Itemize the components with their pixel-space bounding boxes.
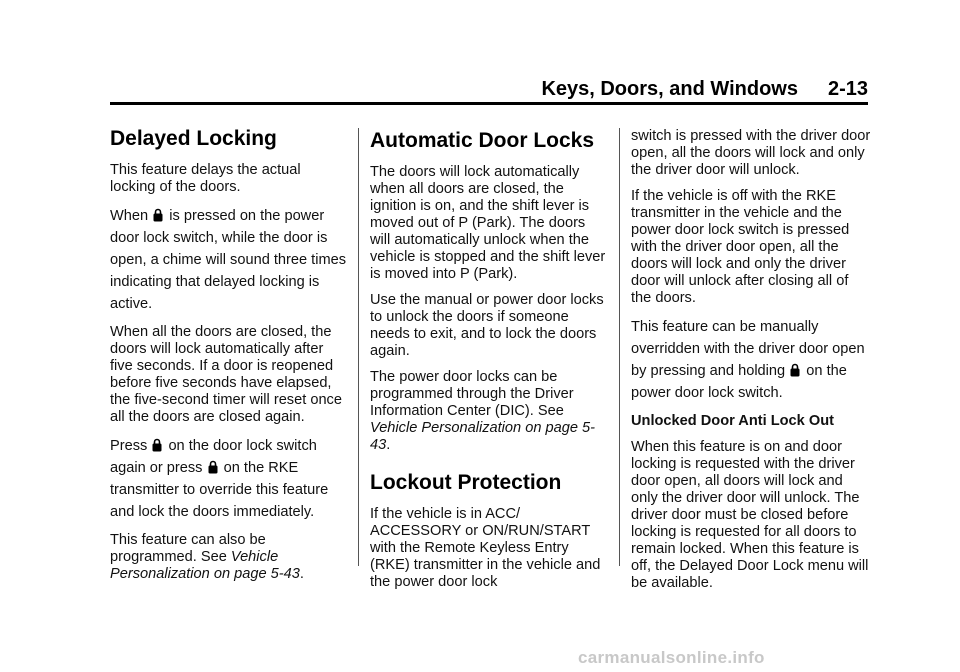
column-divider-2	[619, 128, 620, 566]
paragraph: This feature can also be programmed. See Vehicle Personalization on page 5-43.	[110, 532, 304, 582]
paragraph: The power door locks can be programmed through the Driver Information Center (DIC). See Vehicle Personalization on page 5-43.	[370, 369, 595, 453]
paragraph: This feature delays the actual locking of the doors.	[110, 162, 301, 195]
header-rule	[110, 102, 868, 105]
subheading-unlocked-door-anti-lock-out: Unlocked Door Anti Lock Out	[631, 413, 834, 429]
heading-delayed-locking: Delayed Locking	[110, 127, 277, 150]
padlock-icon	[152, 438, 162, 452]
paragraph: The doors will lock automatically when all doors are closed, the ignition is on, and the shift lever is moved out of P (Park). The doors will automatically unlock when the vehicle is stopped and the shift lever is moved into P (Park).	[370, 164, 606, 282]
page-number: 2-13	[827, 78, 868, 100]
padlock-icon	[153, 208, 163, 222]
cross-reference-link[interactable]: Vehicle Personalization on page 5-43	[110, 549, 300, 582]
column-1	[110, 126, 350, 592]
running-header	[541, 78, 868, 101]
paragraph: This feature can be manually overridden with the driver door open by pressing and holding on the power door lock switch.	[631, 319, 865, 401]
padlock-icon	[208, 460, 218, 474]
paragraph: If the vehicle is off with the RKE transmitter in the vehicle and the power door lock switch is pressed with the driver door open, all the doors will lock and only the driver door will unlock after closing all of the doors.	[631, 188, 850, 306]
column-2	[370, 128, 608, 600]
paragraph: Press on the door lock switch again or press on the RKE transmitter to override this feature and lock the doors immediately.	[110, 438, 329, 520]
paragraph: When is pressed on the power door lock switch, while the door is open, a chime will sound three times indicating that delayed locking is active.	[110, 208, 347, 312]
padlock-icon	[790, 363, 800, 377]
column-3	[631, 128, 871, 601]
paragraph: Use the manual or power door locks to unlock the doors if someone needs to exit, and to lock the doors again.	[370, 292, 604, 359]
heading-automatic-door-locks: Automatic Door Locks	[370, 129, 595, 152]
paragraph: If the vehicle is in ACC/ ACCESSORY or ON/RUN/START with the Remote Keyless Entry (RKE) transmitter in the vehicle and the power door lock	[370, 506, 601, 590]
section-title: Keys, Doors, and Windows	[541, 78, 798, 100]
heading-lockout-protection: Lockout Protection	[370, 471, 562, 494]
column-divider-1	[358, 128, 359, 566]
cross-reference-link[interactable]: Vehicle Personalization on page 5-43	[370, 420, 595, 453]
paragraph: switch is pressed with the driver door open, all the doors will lock and only the driver door will unlock.	[631, 128, 871, 178]
paragraph: When all the doors are closed, the doors will lock automatically after five seconds. If a door is reopened before five seconds have elapsed, the five-second timer will reset once all the doors are closed again.	[110, 324, 342, 425]
watermark: carmanualsonline.info	[578, 648, 765, 667]
paragraph: When this feature is on and door locking is requested with the driver door open, all doors will lock and only the driver door will unlock. The driver door must be closed before locking is requested for all doors to remain locked. When this feature is off, the Delayed Door Lock menu will be available.	[631, 439, 869, 591]
